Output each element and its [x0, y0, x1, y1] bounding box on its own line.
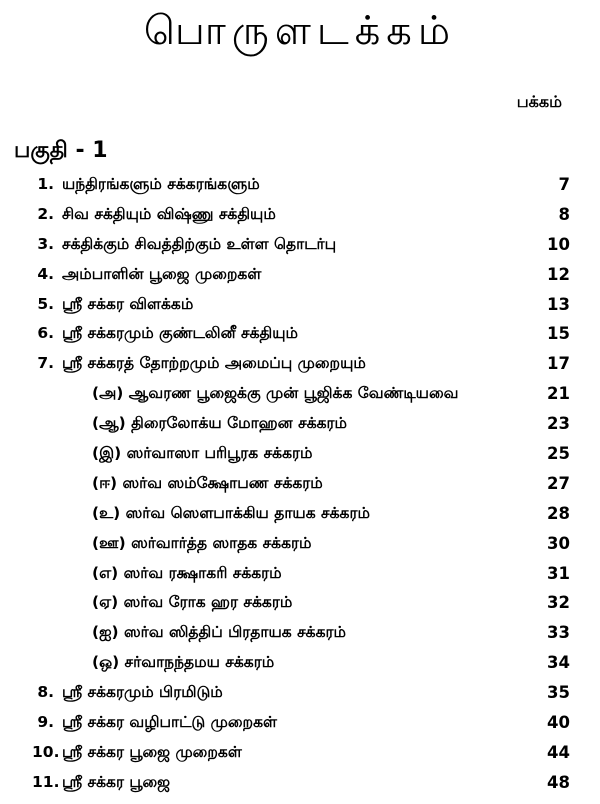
- subentry-title: (இ) ஸர்வாஸா பரிபூரக சக்கரம்: [92, 444, 313, 463]
- toc-subentry: [0, 559, 600, 589]
- subentry-title: (அ) ஆவரண பூஜைக்கு முன் பூஜிக்க வேண்டியவை: [92, 384, 459, 403]
- entry-title: சிவ சக்தியும் விஷ்ணு சக்தியும்: [62, 204, 276, 223]
- toc-entry: [0, 349, 600, 379]
- subentry-title: (ஐ) ஸர்வ ஸித்திப் பிரதாயக சக்கரம்: [92, 623, 346, 642]
- entry-page: 10: [547, 234, 570, 254]
- toc-entry: [0, 768, 600, 798]
- entry-title: ஸ்ரீ சக்கரமும் பிரமிடும்: [62, 683, 223, 702]
- entry-page: 17: [547, 354, 570, 374]
- entry-number: 11.: [32, 772, 60, 791]
- entry-title: ஸ்ரீ சக்கரத் தோற்றமும் அமைப்பு முறையும்: [62, 354, 366, 373]
- entry-page: 44: [547, 742, 570, 762]
- entry-page: 33: [547, 623, 570, 643]
- entry-page: 31: [547, 563, 570, 583]
- entry-page: 23: [547, 414, 570, 434]
- toc-subentry: [0, 379, 600, 409]
- entry-number: 2.: [37, 204, 54, 223]
- toc-subentry: [0, 618, 600, 648]
- entry-page: 15: [547, 324, 570, 344]
- entry-number: 9.: [37, 713, 54, 732]
- entry-page: 48: [547, 772, 570, 792]
- entry-title: ஸ்ரீ சக்கரமும் குண்டலினீ சக்தியும்: [62, 324, 298, 343]
- entry-number: 10.: [32, 742, 60, 761]
- entry-page: 30: [547, 533, 570, 553]
- toc-entry: [0, 260, 600, 290]
- toc-entry: [0, 319, 600, 349]
- entry-number: 8.: [37, 683, 54, 702]
- entry-number: 5.: [37, 294, 54, 313]
- entry-title: யந்திரங்களும் சக்கரங்களும்: [62, 175, 260, 193]
- entry-page: 13: [547, 294, 570, 314]
- toc-subentry: [0, 529, 600, 559]
- entry-page: 25: [547, 444, 570, 464]
- toc-entry: [0, 738, 600, 768]
- entry-page: 40: [547, 713, 570, 733]
- entry-number: 3.: [37, 234, 54, 253]
- toc-subentry: [0, 499, 600, 529]
- entry-page: 7: [558, 175, 570, 194]
- toc-entry: [0, 230, 600, 260]
- subentry-title: (ஆ) திரைலோக்ய மோஹன சக்கரம்: [92, 414, 348, 433]
- entry-title: அம்பாளின் பூஜை முறைகள்: [62, 264, 262, 283]
- toc-entry: [0, 708, 600, 738]
- table-of-contents: [0, 170, 600, 798]
- entry-page: 21: [547, 384, 570, 404]
- toc-entry: [0, 170, 600, 200]
- entry-title: சக்திக்கும் சிவத்திற்கும் உள்ள தொடர்பு: [62, 234, 337, 253]
- entry-title: ஸ்ரீ சக்கர பூஜை முறைகள்: [62, 742, 242, 761]
- entry-page: 12: [547, 264, 570, 284]
- entry-title: ஸ்ரீ சக்கர வழிபாட்டு முறைகள்: [62, 713, 277, 732]
- entry-page: 34: [547, 653, 570, 673]
- entry-number: 1.: [37, 175, 54, 193]
- entry-page: 27: [547, 473, 570, 493]
- part-heading: பகுதி - 1: [14, 138, 108, 163]
- entry-number: 6.: [37, 324, 54, 343]
- page-title: பொருளடக்கம்: [143, 8, 457, 54]
- toc-subentry: [0, 439, 600, 469]
- entry-page: 32: [547, 593, 570, 613]
- subentry-title: (ஊ) ஸர்வார்த்த ஸாதக சக்கரம்: [92, 533, 312, 552]
- subentry-title: (உ) ஸர்வ ஸௌபாக்கிய தாயக சக்கரம்: [92, 503, 370, 522]
- subentry-title: (எ) ஸர்வ ரக்ஷாகரி சக்கரம்: [92, 563, 282, 582]
- toc-entry: [0, 200, 600, 230]
- toc-subentry: [0, 588, 600, 618]
- toc-subentry: [0, 409, 600, 439]
- toc-subentry: [0, 648, 600, 678]
- subentry-title: (ஈ) ஸர்வ ஸம்க்ஷோபண சக்கரம்: [92, 473, 323, 492]
- entry-page: 28: [547, 503, 570, 523]
- page-column-heading: பக்கம்: [516, 92, 562, 111]
- toc-entry: [0, 290, 600, 320]
- toc-entry: [0, 678, 600, 708]
- entry-number: 4.: [37, 264, 54, 283]
- entry-page: 35: [547, 683, 570, 703]
- entry-page: 8: [558, 204, 570, 224]
- subentry-title: (ஏ) ஸர்வ ரோக ஹர சக்கரம்: [92, 593, 293, 612]
- subentry-title: (ஒ) சர்வாநந்தமய சக்கரம்: [92, 653, 275, 672]
- entry-title: ஸ்ரீ சக்கர பூஜை: [62, 772, 171, 791]
- entry-title: ஸ்ரீ சக்கர விளக்கம்: [62, 294, 194, 313]
- toc-subentry: [0, 469, 600, 499]
- entry-number: 7.: [37, 354, 54, 373]
